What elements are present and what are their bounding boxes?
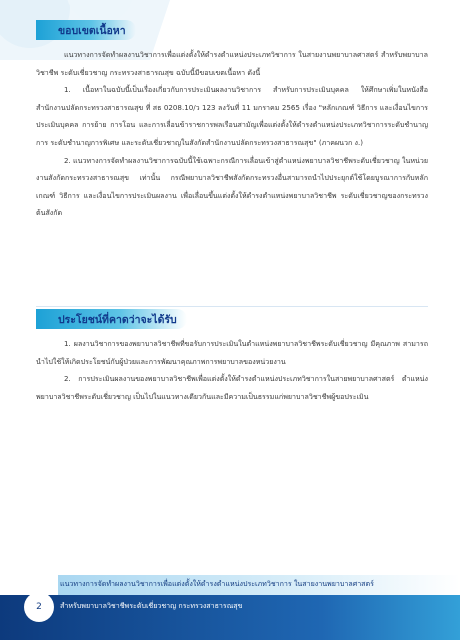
scope-intro-paragraph: แนวทางการจัดทำผลงานวิชาการเพื่อแต่งตั้งให้ดำรงตำแหน่งประเภทวิชาการ ในสายงานพยาบาลศาสตร์ สำหรับพยาบาลวิชาชีพ ระดับเชี่ยวชาญ กระทรวงสาธารณสุข ฉบับนี้มีขอบเขตเนื้อหา ดังนี้ — [36, 50, 428, 77]
footer-title-line2: สำหรับพยาบาลวิชาชีพระดับเชี่ยวชาญ กระทรวงสาธารณสุข — [60, 601, 243, 610]
section-heading-scope-text: ขอบเขตเนื้อหา — [58, 24, 126, 37]
benefit-item-2: 2. การประเมินผลงานของพยาบาลวิชาชีพเพื่อแต่งตั้งให้ดำรงตำแหน่งประเภทวิชาการในสายพยาบาลศาสตร์ ตำแหน่งพยาบาลวิชาชีพระดับเชี่ยวชาญ เป็นไปในแนวทางเดียวกันและมีความเป็นธรรมแก่พยาบาลวิชาชีพผู้ขอประเมิน — [36, 374, 428, 401]
section-scope-body — [36, 46, 428, 222]
scope-item-1: 1. เนื้อหาในฉบับนี้เป็นเรื่องเกี่ยวกับการประเมินผลงานวิชาการ สำหรับการประเมินบุคคล ให้ศึกษาเพิ่มในหนังสือสำนักงานปลัดกระทรวงสาธารณสุข ที่ สธ 0208.10/ว 123 ลงวันที่ 11 มกราคม 2565 เรื่อง "หลักเกณฑ์ วิธีการ และเงื่อนไขการประเมินบุคคล การย้าย การโอน และการเลื่อนข้าราชการพลเรือนสามัญเพื่อแต่งตั้งให้ดำรงตำแหน่งประเภทวิชาการระดับชำนาญการ ระดับชำนาญการพิเศษ และระดับเชี่ยวชาญในสังกัดสำนักงานปลัดกระทรวงสาธารณสุข" (ภาคผนวก ง.) — [36, 85, 428, 147]
page-footer — [0, 575, 460, 640]
footer-title-line1: แนวทางการจัดทำผลงานวิชาการเพื่อแต่งตั้งให้ดำรงตำแหน่งประเภทวิชาการ ในสายงานพยาบาลศาสตร์ — [60, 579, 374, 588]
section-heading-benefits-text: ประโยชน์ที่คาดว่าจะได้รับ — [58, 313, 177, 326]
section-benefits-body — [36, 335, 428, 405]
section-heading-benefits — [36, 309, 187, 329]
page-number: 2 — [24, 592, 54, 622]
scope-item-2: 2. แนวทางการจัดทำผลงานวิชาการฉบับนี้ใช้เฉพาะกรณีการเลื่อนเข้าสู่ตำแหน่งพยาบาลวิชาชีพระดับเชี่ยวชาญ ในหน่วยงานสังกัดกระทรวงสาธารณสุข เท่านั้น กรณีพยาบาลวิชาชีพสังกัดกระทรวงอื่นสามารถนำไปประยุกต์ใช้โดยบูรณาการกับหลักเกณฑ์ วิธีการ และเงื่อนไขการประเมินผลงาน เพื่อเลื่อนขึ้นแต่งตั้งให้ดำรงตำแหน่งพยาบาลวิชาชีพ ระดับเชี่ยวชาญของกระทรวงต้นสังกัด — [36, 155, 428, 218]
benefit-item-1: 1. ผลงานวิชาการของพยาบาลวิชาชีพที่ขอรับการประเมินในตำแหน่งพยาบาลวิชาชีพระดับเชี่ยวชาญ มีคุณภาพ สามารถนำไปใช้ให้เกิดประโยชน์กับผู้ป่วยและการพัฒนาคุณภาพการพยาบาลของหน่วยงาน — [36, 339, 428, 366]
section-heading-scope — [36, 20, 136, 40]
section-divider — [36, 306, 428, 307]
